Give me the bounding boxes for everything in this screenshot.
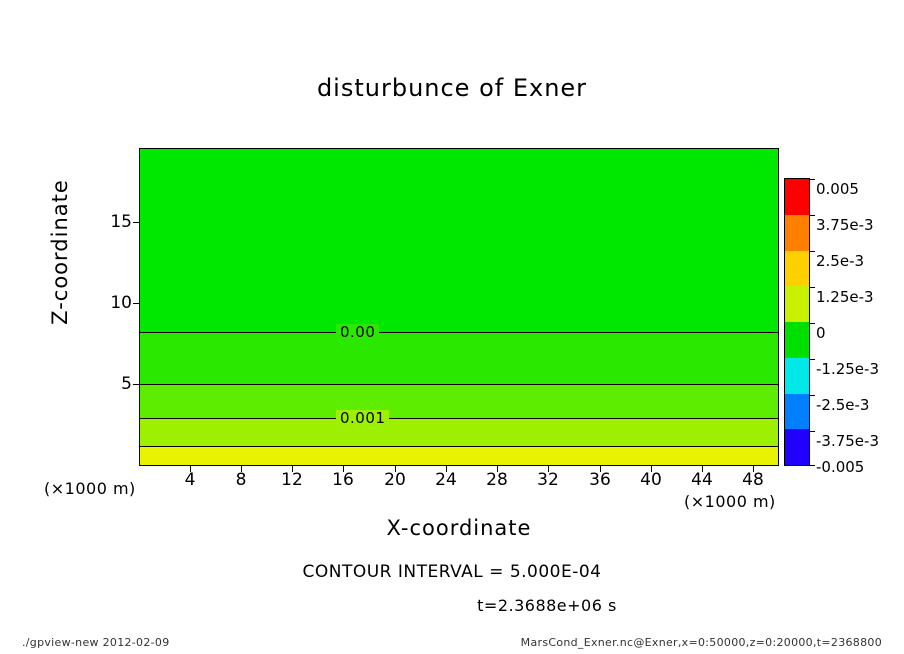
colorbar-cell bbox=[785, 429, 809, 465]
fill-band bbox=[140, 446, 778, 465]
colorbar-cell bbox=[785, 358, 809, 394]
colorbar-label: 3.75e-3 bbox=[816, 216, 874, 234]
x-tick-label: 24 bbox=[435, 470, 457, 490]
colorbar-tick bbox=[810, 287, 815, 288]
x-tick-label: 20 bbox=[384, 470, 406, 490]
colorbar-label: -3.75e-3 bbox=[816, 432, 879, 450]
colorbar-tick bbox=[810, 215, 815, 216]
x-tick-label: 4 bbox=[184, 470, 196, 490]
x-tick-label: 44 bbox=[691, 470, 713, 490]
x-tick-label: 40 bbox=[640, 470, 662, 490]
contour-line-0 bbox=[140, 332, 778, 333]
y-tick-label: 5 bbox=[121, 374, 132, 394]
colorbar-cell bbox=[785, 394, 809, 430]
colorbar-tick bbox=[810, 465, 815, 466]
colorbar-tick bbox=[810, 359, 815, 360]
x-axis-title: X-coordinate bbox=[386, 516, 532, 540]
fill-band bbox=[140, 418, 778, 446]
y-tick-mark bbox=[133, 303, 139, 304]
x-tick-label: 48 bbox=[742, 470, 764, 490]
x-tick-label: 12 bbox=[281, 470, 303, 490]
fill-band bbox=[140, 332, 778, 384]
y-tick-mark bbox=[133, 222, 139, 223]
x-tick-label: 8 bbox=[235, 470, 247, 490]
contour-line-unlabeled-upper bbox=[140, 384, 778, 385]
time-label: t=2.3688e+06 s bbox=[477, 596, 617, 615]
colorbar-label: 0 bbox=[816, 324, 826, 342]
colorbar-tick bbox=[810, 395, 815, 396]
colorbar-label: -0.005 bbox=[816, 458, 865, 476]
colorbar-cell bbox=[785, 215, 809, 251]
page-title: disturbunce of Exner bbox=[316, 74, 588, 102]
colorbar-label: 2.5e-3 bbox=[816, 252, 865, 270]
x-tick-label: 16 bbox=[332, 470, 354, 490]
colorbar-cell bbox=[785, 179, 809, 215]
colorbar-tick bbox=[810, 431, 815, 432]
contour-interval-text: CONTOUR INTERVAL = 5.000E-04 bbox=[302, 562, 602, 582]
x-tick-label: 32 bbox=[537, 470, 559, 490]
colorbar-label: 1.25e-3 bbox=[816, 288, 874, 306]
fill-band bbox=[140, 384, 778, 418]
contour-line-unlabeled-lower bbox=[140, 446, 778, 447]
colorbar-tick bbox=[810, 323, 815, 324]
colorbar-cell bbox=[785, 286, 809, 322]
colorbar-tick bbox=[810, 179, 815, 180]
y-tick-mark bbox=[133, 384, 139, 385]
contour-label-0: 0.00 bbox=[336, 324, 379, 340]
colorbar-tick bbox=[810, 251, 815, 252]
x-unit-label-right: (×1000 m) bbox=[684, 492, 776, 511]
colorbar-label: -1.25e-3 bbox=[816, 360, 879, 378]
x-unit-label-left: (×1000 m) bbox=[44, 479, 136, 498]
y-tick-label: 10 bbox=[110, 293, 132, 313]
contour-label-0001: 0.001 bbox=[336, 410, 389, 426]
contour-line-0001 bbox=[140, 418, 778, 419]
colorbar-cell bbox=[785, 251, 809, 287]
fill-band bbox=[140, 149, 778, 332]
plot-area bbox=[139, 148, 779, 466]
colorbar bbox=[784, 178, 810, 466]
colorbar-label: 0.005 bbox=[816, 180, 859, 198]
footer-right-text: MarsCond_Exner.nc@Exner,x=0:50000,z=0:20000,t=2368800 bbox=[520, 636, 882, 649]
footer-left-text: ./gpview-new 2012-02-09 bbox=[22, 636, 170, 649]
x-tick-label: 36 bbox=[589, 470, 611, 490]
x-tick-label: 28 bbox=[486, 470, 508, 490]
colorbar-label: -2.5e-3 bbox=[816, 396, 870, 414]
y-axis-title: Z-coordinate bbox=[48, 179, 72, 325]
y-tick-label: 15 bbox=[110, 212, 132, 232]
colorbar-cell bbox=[785, 322, 809, 358]
